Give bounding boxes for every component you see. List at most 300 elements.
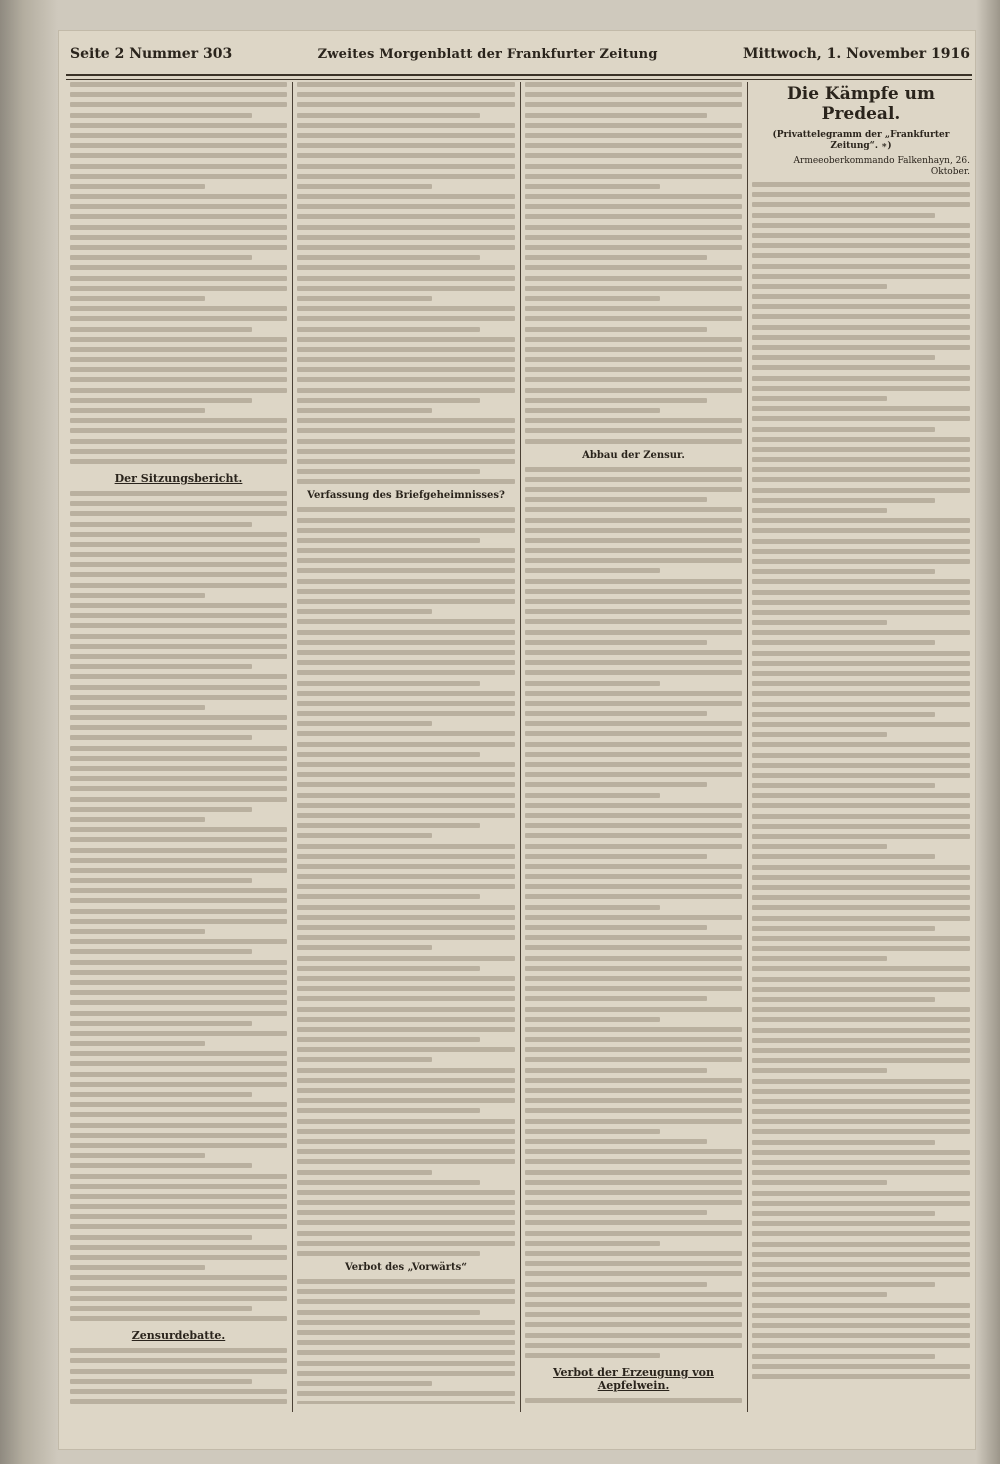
text-line bbox=[297, 1279, 515, 1284]
text-line bbox=[70, 123, 287, 128]
text-line bbox=[525, 925, 707, 930]
text-line bbox=[70, 204, 287, 209]
text-line bbox=[752, 1099, 970, 1104]
text-line bbox=[297, 428, 515, 433]
text-line bbox=[752, 600, 970, 605]
text-line bbox=[70, 562, 287, 567]
text-line bbox=[70, 522, 252, 527]
text-line bbox=[525, 204, 742, 209]
text-line bbox=[297, 1047, 515, 1052]
text-line bbox=[525, 439, 742, 444]
text-line bbox=[70, 1011, 287, 1016]
section-subhead: Verfassung des Briefgeheimnisses? bbox=[307, 490, 505, 502]
text-line bbox=[297, 225, 515, 230]
text-line bbox=[752, 1292, 887, 1297]
text-line bbox=[70, 766, 287, 771]
text-line bbox=[297, 1361, 515, 1366]
text-line bbox=[525, 235, 742, 240]
text-line bbox=[297, 133, 515, 138]
text-line bbox=[752, 365, 970, 370]
text-line bbox=[525, 956, 742, 961]
text-line bbox=[752, 620, 887, 625]
text-line bbox=[525, 772, 742, 777]
text-line bbox=[70, 113, 252, 118]
text-line bbox=[752, 1048, 970, 1053]
text-line bbox=[752, 661, 970, 666]
text-line bbox=[297, 235, 515, 240]
text-line bbox=[70, 1061, 287, 1066]
text-line bbox=[752, 427, 935, 432]
text-line bbox=[297, 681, 480, 686]
text-line bbox=[752, 722, 970, 727]
masthead-rule bbox=[66, 74, 972, 80]
text-line bbox=[752, 702, 970, 707]
text-line bbox=[297, 102, 515, 107]
text-line bbox=[70, 1082, 287, 1087]
text-line bbox=[525, 752, 742, 757]
text-line bbox=[70, 1379, 252, 1384]
text-line bbox=[525, 782, 707, 787]
text-line bbox=[525, 670, 742, 675]
text-line bbox=[297, 619, 515, 624]
text-line bbox=[70, 939, 287, 944]
text-line bbox=[70, 613, 287, 618]
text-line bbox=[70, 817, 205, 822]
illegible-text-block bbox=[297, 507, 515, 1256]
text-line bbox=[297, 823, 480, 828]
text-line bbox=[70, 654, 287, 659]
text-line bbox=[525, 1231, 742, 1236]
text-line bbox=[525, 306, 742, 311]
text-line bbox=[752, 814, 970, 819]
text-line bbox=[297, 123, 515, 128]
page-edge-shadow bbox=[976, 0, 1000, 1464]
text-line bbox=[525, 1139, 707, 1144]
text-line bbox=[525, 1271, 742, 1276]
text-line bbox=[70, 1348, 287, 1353]
text-line bbox=[525, 1333, 742, 1338]
text-line bbox=[70, 786, 287, 791]
text-line bbox=[70, 501, 287, 506]
text-line bbox=[752, 966, 970, 971]
text-line bbox=[70, 909, 287, 914]
text-line bbox=[752, 569, 935, 574]
text-line bbox=[297, 528, 515, 533]
text-line bbox=[752, 1211, 935, 1216]
text-line bbox=[525, 276, 742, 281]
text-line bbox=[70, 858, 287, 863]
text-line bbox=[70, 756, 287, 761]
text-line bbox=[525, 1200, 742, 1205]
masthead-title: Zweites Morgenblatt der Frankfurter Zeitung bbox=[317, 47, 658, 62]
text-line bbox=[525, 894, 742, 899]
text-line bbox=[70, 306, 287, 311]
text-line bbox=[752, 1323, 970, 1328]
text-line bbox=[752, 314, 970, 319]
text-line bbox=[70, 572, 287, 577]
text-line bbox=[297, 1170, 432, 1175]
text-line bbox=[752, 396, 887, 401]
text-line bbox=[752, 681, 970, 686]
text-line bbox=[752, 579, 970, 584]
text-line bbox=[70, 459, 287, 464]
text-line bbox=[752, 528, 970, 533]
text-line bbox=[297, 1320, 515, 1325]
text-line bbox=[525, 1098, 742, 1103]
text-line bbox=[297, 1381, 432, 1386]
text-line bbox=[70, 1112, 287, 1117]
text-line bbox=[297, 1027, 515, 1032]
text-line bbox=[297, 388, 515, 393]
text-line bbox=[525, 1180, 742, 1185]
text-line bbox=[525, 640, 707, 645]
text-line bbox=[297, 976, 515, 981]
text-line bbox=[297, 327, 480, 332]
text-line bbox=[525, 398, 707, 403]
text-line bbox=[70, 1265, 205, 1270]
text-line bbox=[752, 233, 970, 238]
text-line bbox=[752, 803, 970, 808]
text-line bbox=[70, 1399, 287, 1404]
text-line bbox=[70, 1143, 287, 1148]
text-line bbox=[525, 599, 742, 604]
text-line bbox=[70, 898, 287, 903]
text-line bbox=[70, 1194, 287, 1199]
text-line bbox=[752, 916, 970, 921]
text-line bbox=[297, 1159, 515, 1164]
article-headline: Die Kämpfe um Predeal. bbox=[787, 84, 935, 124]
illegible-text-block bbox=[525, 467, 742, 1358]
text-line bbox=[752, 477, 970, 482]
text-line bbox=[297, 782, 515, 787]
text-line bbox=[752, 376, 970, 381]
article-headline: Der Sitzungsbericht. bbox=[114, 471, 243, 485]
text-line bbox=[752, 671, 970, 676]
text-line bbox=[525, 915, 742, 920]
text-line bbox=[297, 245, 515, 250]
text-line bbox=[297, 357, 515, 362]
text-line bbox=[297, 1310, 480, 1315]
text-line bbox=[525, 113, 707, 118]
text-line bbox=[525, 1027, 742, 1032]
text-line bbox=[70, 164, 287, 169]
text-line bbox=[297, 1139, 515, 1144]
text-line bbox=[752, 1180, 887, 1185]
illegible-text-block bbox=[297, 1279, 515, 1404]
text-line bbox=[752, 355, 935, 360]
text-line bbox=[525, 833, 742, 838]
text-line bbox=[70, 685, 287, 690]
text-line bbox=[525, 255, 707, 260]
text-line bbox=[297, 439, 515, 444]
text-line bbox=[752, 1017, 970, 1022]
text-line bbox=[525, 214, 742, 219]
text-line bbox=[525, 864, 742, 869]
text-line bbox=[70, 245, 287, 250]
text-line bbox=[70, 603, 287, 608]
text-line bbox=[70, 235, 287, 240]
text-line bbox=[297, 377, 515, 382]
text-line bbox=[752, 1282, 935, 1287]
text-line bbox=[525, 143, 742, 148]
text-line bbox=[70, 1286, 287, 1291]
text-line bbox=[70, 511, 287, 516]
text-line bbox=[297, 935, 515, 940]
text-line bbox=[752, 742, 970, 747]
text-line bbox=[70, 286, 287, 291]
text-line bbox=[752, 1272, 970, 1277]
text-line bbox=[70, 715, 287, 720]
text-line bbox=[525, 1129, 660, 1134]
text-line bbox=[752, 498, 935, 503]
text-line bbox=[525, 1220, 742, 1225]
text-line bbox=[525, 296, 660, 301]
text-line bbox=[297, 1200, 515, 1205]
text-line bbox=[752, 1079, 970, 1084]
text-line bbox=[525, 1088, 742, 1093]
text-line bbox=[752, 783, 935, 788]
text-line bbox=[752, 854, 935, 859]
text-line bbox=[752, 753, 970, 758]
text-line bbox=[70, 868, 287, 873]
text-line bbox=[70, 1041, 205, 1046]
column-3 bbox=[525, 82, 742, 1404]
text-line bbox=[752, 1068, 887, 1073]
text-line bbox=[525, 966, 742, 971]
text-line bbox=[70, 878, 252, 883]
text-line bbox=[297, 459, 515, 464]
text-line bbox=[752, 997, 935, 1002]
text-line bbox=[70, 1235, 252, 1240]
text-line bbox=[525, 184, 660, 189]
text-line bbox=[297, 265, 515, 270]
text-line bbox=[70, 735, 252, 740]
text-line bbox=[297, 996, 515, 1001]
text-line bbox=[297, 347, 515, 352]
text-line bbox=[525, 874, 742, 879]
text-line bbox=[297, 864, 515, 869]
text-line bbox=[525, 1017, 660, 1022]
text-line bbox=[525, 1159, 742, 1164]
text-line bbox=[70, 1214, 287, 1219]
text-line bbox=[525, 986, 742, 991]
text-line bbox=[525, 1292, 742, 1297]
text-line bbox=[297, 731, 515, 736]
text-line bbox=[70, 174, 287, 179]
text-line bbox=[752, 793, 970, 798]
text-line bbox=[525, 357, 742, 362]
text-line bbox=[297, 691, 515, 696]
text-line bbox=[752, 223, 970, 228]
text-line bbox=[752, 1028, 970, 1033]
text-line bbox=[525, 1007, 742, 1012]
text-line bbox=[297, 1078, 515, 1083]
text-line bbox=[525, 1398, 742, 1403]
text-line bbox=[525, 133, 742, 138]
text-line bbox=[70, 327, 252, 332]
text-line bbox=[752, 824, 970, 829]
text-line bbox=[297, 762, 515, 767]
text-line bbox=[752, 1252, 970, 1257]
text-line bbox=[752, 1140, 935, 1145]
text-line bbox=[70, 92, 287, 97]
text-line bbox=[525, 1149, 742, 1154]
text-line bbox=[525, 558, 742, 563]
text-line bbox=[297, 670, 515, 675]
text-line bbox=[525, 711, 707, 716]
text-line bbox=[752, 1109, 970, 1114]
text-line bbox=[752, 732, 887, 737]
text-line bbox=[70, 1051, 287, 1056]
text-line bbox=[70, 664, 252, 669]
text-line bbox=[70, 1133, 287, 1138]
text-line bbox=[297, 568, 515, 573]
text-line bbox=[525, 286, 742, 291]
text-line bbox=[525, 884, 742, 889]
text-line bbox=[525, 823, 742, 828]
text-line bbox=[70, 1369, 287, 1374]
text-line bbox=[752, 946, 970, 951]
text-line bbox=[70, 848, 287, 853]
article-place: Armeeoberkommando Falkenhayn, 26. Oktober. bbox=[793, 156, 970, 177]
text-line bbox=[70, 194, 287, 199]
text-line bbox=[752, 335, 970, 340]
masthead-page-number: Seite 2 Nummer 303 bbox=[70, 46, 233, 62]
column-2 bbox=[297, 82, 515, 1404]
text-line bbox=[70, 143, 287, 148]
text-line bbox=[752, 590, 970, 595]
text-line bbox=[752, 274, 970, 279]
text-line bbox=[297, 286, 515, 291]
illegible-text-block bbox=[70, 82, 287, 464]
text-line bbox=[752, 1364, 970, 1369]
text-line bbox=[70, 888, 287, 893]
text-line bbox=[297, 548, 515, 553]
illegible-text-block bbox=[525, 1398, 742, 1404]
text-line bbox=[525, 367, 742, 372]
text-line bbox=[297, 1129, 515, 1134]
text-line bbox=[525, 327, 707, 332]
text-line bbox=[297, 479, 515, 484]
text-line bbox=[525, 316, 742, 321]
text-line bbox=[297, 538, 480, 543]
text-line bbox=[525, 164, 742, 169]
text-line bbox=[752, 294, 970, 299]
text-line bbox=[752, 926, 935, 931]
text-line bbox=[70, 623, 287, 628]
text-line bbox=[297, 986, 515, 991]
text-line bbox=[70, 1306, 252, 1311]
text-line bbox=[525, 245, 742, 250]
text-line bbox=[70, 1358, 287, 1363]
text-line bbox=[525, 92, 742, 97]
article-headline: Verbot der Erzeugung von Aepfelwein. bbox=[553, 1365, 714, 1392]
text-line bbox=[70, 428, 287, 433]
text-line bbox=[297, 316, 515, 321]
text-line bbox=[70, 644, 287, 649]
text-line bbox=[525, 630, 742, 635]
text-line bbox=[70, 449, 287, 454]
text-line bbox=[297, 518, 515, 523]
text-line bbox=[70, 837, 287, 842]
text-line bbox=[525, 538, 742, 543]
text-line bbox=[70, 347, 287, 352]
text-line bbox=[752, 977, 970, 982]
text-line bbox=[752, 1150, 970, 1155]
text-line bbox=[525, 1251, 742, 1256]
text-line bbox=[525, 619, 742, 624]
text-line bbox=[752, 304, 970, 309]
text-line bbox=[297, 204, 515, 209]
text-line bbox=[525, 1343, 742, 1348]
text-line bbox=[525, 701, 742, 706]
text-line bbox=[525, 487, 742, 492]
text-line bbox=[752, 875, 970, 880]
text-line bbox=[297, 214, 515, 219]
text-line bbox=[297, 1190, 515, 1195]
text-line bbox=[752, 213, 935, 218]
text-line bbox=[70, 214, 287, 219]
text-line bbox=[70, 1245, 287, 1250]
text-line bbox=[752, 192, 970, 197]
text-line bbox=[297, 558, 515, 563]
text-line bbox=[70, 1184, 287, 1189]
text-line bbox=[525, 1108, 742, 1113]
text-line bbox=[297, 1350, 515, 1355]
text-line bbox=[297, 1401, 515, 1404]
text-line bbox=[70, 377, 287, 382]
text-line bbox=[297, 1241, 515, 1246]
text-line bbox=[70, 255, 252, 260]
text-line bbox=[525, 996, 707, 1001]
text-line bbox=[297, 793, 515, 798]
text-line bbox=[297, 398, 480, 403]
text-line bbox=[297, 650, 515, 655]
text-line bbox=[525, 497, 707, 502]
text-line bbox=[297, 905, 515, 910]
text-line bbox=[752, 691, 970, 696]
text-line bbox=[297, 92, 515, 97]
text-line bbox=[70, 1021, 252, 1026]
text-line bbox=[752, 345, 970, 350]
text-line bbox=[70, 807, 252, 812]
illegible-text-block bbox=[752, 182, 970, 1379]
text-line bbox=[752, 610, 970, 615]
text-line bbox=[752, 284, 887, 289]
text-line bbox=[752, 202, 970, 207]
text-line bbox=[752, 987, 970, 992]
text-line bbox=[70, 153, 287, 158]
text-line bbox=[297, 1231, 515, 1236]
text-line bbox=[70, 949, 252, 954]
text-line bbox=[297, 174, 515, 179]
text-line bbox=[297, 408, 432, 413]
text-line bbox=[297, 1068, 515, 1073]
text-line bbox=[525, 174, 742, 179]
text-line bbox=[297, 153, 515, 158]
text-line bbox=[297, 609, 432, 614]
text-line bbox=[525, 691, 742, 696]
text-line bbox=[525, 337, 742, 342]
text-line bbox=[70, 82, 287, 87]
text-line bbox=[752, 1231, 970, 1236]
text-line bbox=[297, 966, 480, 971]
text-line bbox=[752, 488, 970, 493]
text-line bbox=[525, 568, 660, 573]
text-line bbox=[297, 589, 515, 594]
text-line bbox=[297, 630, 515, 635]
text-line bbox=[525, 1241, 660, 1246]
